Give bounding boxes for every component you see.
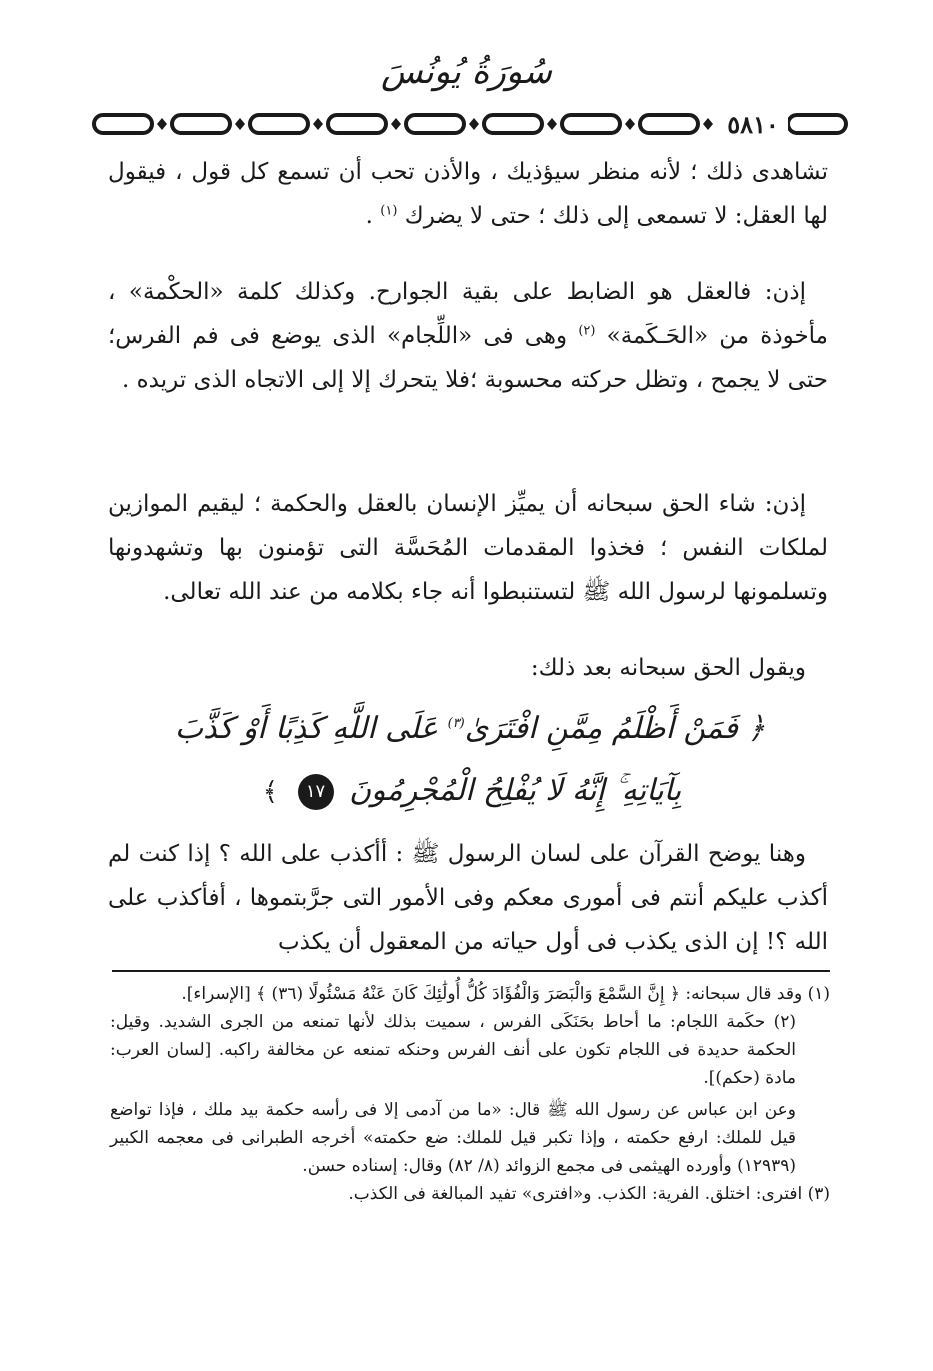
verse-line-1-a: ﴿ فَمَنْ أَظْلَمُ مِمَّنِ افْتَرَىٰ (464, 711, 766, 746)
paragraph-5-text: وهنا يوضح القرآن على لسان الرسول ﷺ : أأكذب على الله ؟ إذا كنت لم أكذب عليكم أنتم فى أمورى معكم وفى الأمور التى جرَّبتموها ، أفأكذب على الله ؟! إن الذى يكذب فى أول حياته من المعقول أن يكذب (108, 841, 828, 955)
paragraph-3-text: إذن: شاء الحق سبحانه أن يميِّز الإنسان بالعقل والحكمة ؛ ليقيم الموازين لملكات النفس ؛ فخذوا المقدمات المُحَسَّة التى تؤمنون بها وتشهدونها وتسلمونها لرسول الله ﷺ لتستنبطوا أنه جاء بكلامه من عند الله تعالى. (108, 491, 828, 605)
footnote-1: (١) وقد قال سبحانه: ﴿ إِنَّ السَّمْعَ وَالْبَصَرَ وَالْفُؤَادَ كُلُّ أُولَٰئِكَ كَانَ عَنْهُ مَسْئُولًا (٣٦) ﴾ [الإسراء]. (181, 984, 830, 1004)
ayah-number-marker: ١٧ (298, 774, 334, 810)
footnote-3: (٣) افترى: اختلق. الفرية: الكذب. و«افترى» تفيد المبالغة فى الكذب. (348, 1184, 830, 1204)
footnotes (110, 980, 830, 1208)
quran-verse (110, 698, 830, 823)
paragraph-2-text-b: وهى فى «اللِّجام» الذى يوضع فى فم الفرس؛ حتى لا يجمح ، وتظل حركته محسوبة ؛فلا يتحرك إلا إلى الاتجاه الذى تريده . (108, 323, 828, 393)
footnote-ref-3: (٣) (447, 716, 465, 731)
paragraph-4 (108, 646, 828, 690)
paragraph-5 (108, 832, 828, 964)
footnote-ref-2: (٢) (578, 323, 596, 339)
paragraph-2-text-a: إذن: فالعقل هو الضابط على بقية الجوارح. وكذلك كلمة «الحكْمة» ، مأخوذة من «الحَـكَمة» (108, 279, 829, 349)
surah-title: سُورَةُ يُونُسَ (381, 52, 552, 92)
paragraph-1-text: تشاهدى ذلك ؛ لأنه منظر سيؤذيك ، والأذن تحب أن تسمع كل قول ، فيقول لها العقل: لا تسمعى إلى ذلك ؛ حتى لا يضرك (108, 159, 828, 229)
verse-line-1 (110, 698, 830, 760)
verse-line-2-text: بِآيَاتِهِ ۚ إِنَّهُ لَا يُفْلِحُ الْمُجْرِمُونَ (349, 773, 682, 808)
verse-line-1-b: عَلَى اللَّهِ كَذِبًا أَوْ كَذَّبَ (174, 711, 439, 746)
paragraph-1 (108, 150, 828, 238)
verse-line-2 (110, 760, 830, 823)
footnote-ref-1: (١) (380, 203, 398, 219)
paragraph-2 (108, 270, 828, 402)
paragraph-1-end: . (365, 203, 373, 229)
paragraph-3 (108, 482, 828, 614)
paragraph-4-text: ويقول الحق سبحانه بعد ذلك: (530, 655, 806, 681)
verse-closing-bracket: ﴾ (262, 777, 279, 807)
footnote-2: (٢) حكَمة اللجام: ما أحاط بحَنَكَى الفرس ، سميت بذلك لأنها تمنعه من الجرى الشديد. وقيل: الحكمة حديدة فى اللجام تكون على أنف الفرس وحنكه تمنعه عن مخالفة راكبه. [لسان العرب: مادة (حكم)]. (110, 1012, 796, 1088)
footnote-2-hadith: وعن ابن عباس عن رسول الله ﷺ قال: «ما من آدمى إلا فى رأسه حكمة بيد ملك ، فإذا تواضع قيل للملك: ارفع حكمته ، وإذا تكبر قيل للملك: ضع حكمته» أخرجه الطبرانى فى معجمه الكبير (١٢٩٣٩) وأورده الهيثمى فى مجمع الزوائد (٨/ ٨٢) وقال: إسناده حسن. (110, 1100, 796, 1176)
page-number: ٥٨١٠ (718, 110, 788, 139)
footnote-separator (112, 970, 830, 972)
